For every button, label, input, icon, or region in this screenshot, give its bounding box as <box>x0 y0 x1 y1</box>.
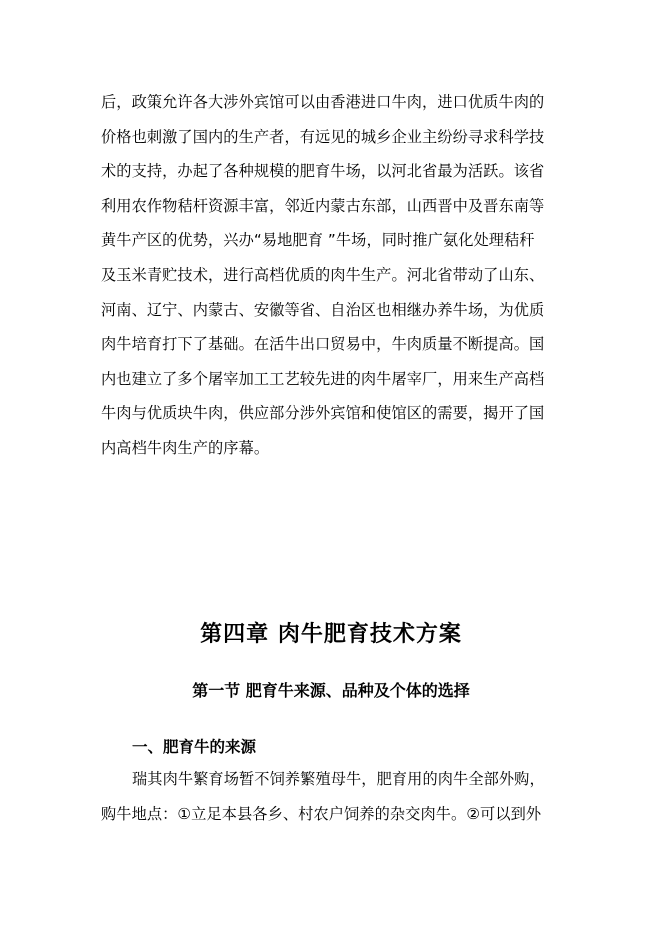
text-line: 河南、辽宁、内蒙古、安徽等省、自治区也相继办养牛场，为优质 <box>101 300 545 319</box>
paragraph-top <box>101 89 553 470</box>
section-title: 第一节 肥育牛来源、品种及个体的选择 <box>192 681 470 700</box>
chapter-title: 第四章 肉牛肥育技术方案 <box>200 621 462 647</box>
text-line: 术的支持，办起了各种规模的肥育牛场，以河北省最为活跃。该省 <box>101 162 545 181</box>
paragraph-bottom <box>101 766 553 835</box>
subsection-title: 一、肥育牛的来源 <box>132 738 257 756</box>
text-line: 利用农作物秸杆资源丰富，邻近内蒙古东部，山西晋中及晋东南等 <box>101 196 545 215</box>
text-line: 黄牛产区的优势，兴办“易地肥育 ”牛场，同时推广氨化处理秸秆 <box>101 231 535 250</box>
text-line: 后，政策允许各大涉外宾馆可以由香港进口牛肉，进口优质牛肉的 <box>101 93 545 111</box>
text-line: 肉牛培育打下了基础。在活牛出口贸易中，牛肉质量不断提高。国 <box>101 335 545 354</box>
text-line: 瑞其肉牛繁育场暂不饲养繁殖母牛，肥育用的肉牛全部外购， <box>132 770 545 788</box>
text-line: 内也建立了多个屠宰加工工艺较先进的肉牛屠宰厂，用来生产高档 <box>101 369 545 388</box>
text-line: 购牛地点：①立足本县各乡、村农户饲养的杂交肉牛。②可以到外 <box>101 804 542 823</box>
text-line: 及玉米青贮技术，进行高档优质的肉牛生产。河北省带动了山东、 <box>101 265 545 284</box>
text-line: 牛肉与优质块牛肉，供应部分涉外宾馆和使馆区的需要，揭开了国 <box>101 404 545 423</box>
text-line: 价格也刺激了国内的生产者，有远见的城乡企业主纷纷寻求科学技 <box>101 127 545 146</box>
text-line: 内高档牛肉生产的序幕。 <box>101 438 270 457</box>
